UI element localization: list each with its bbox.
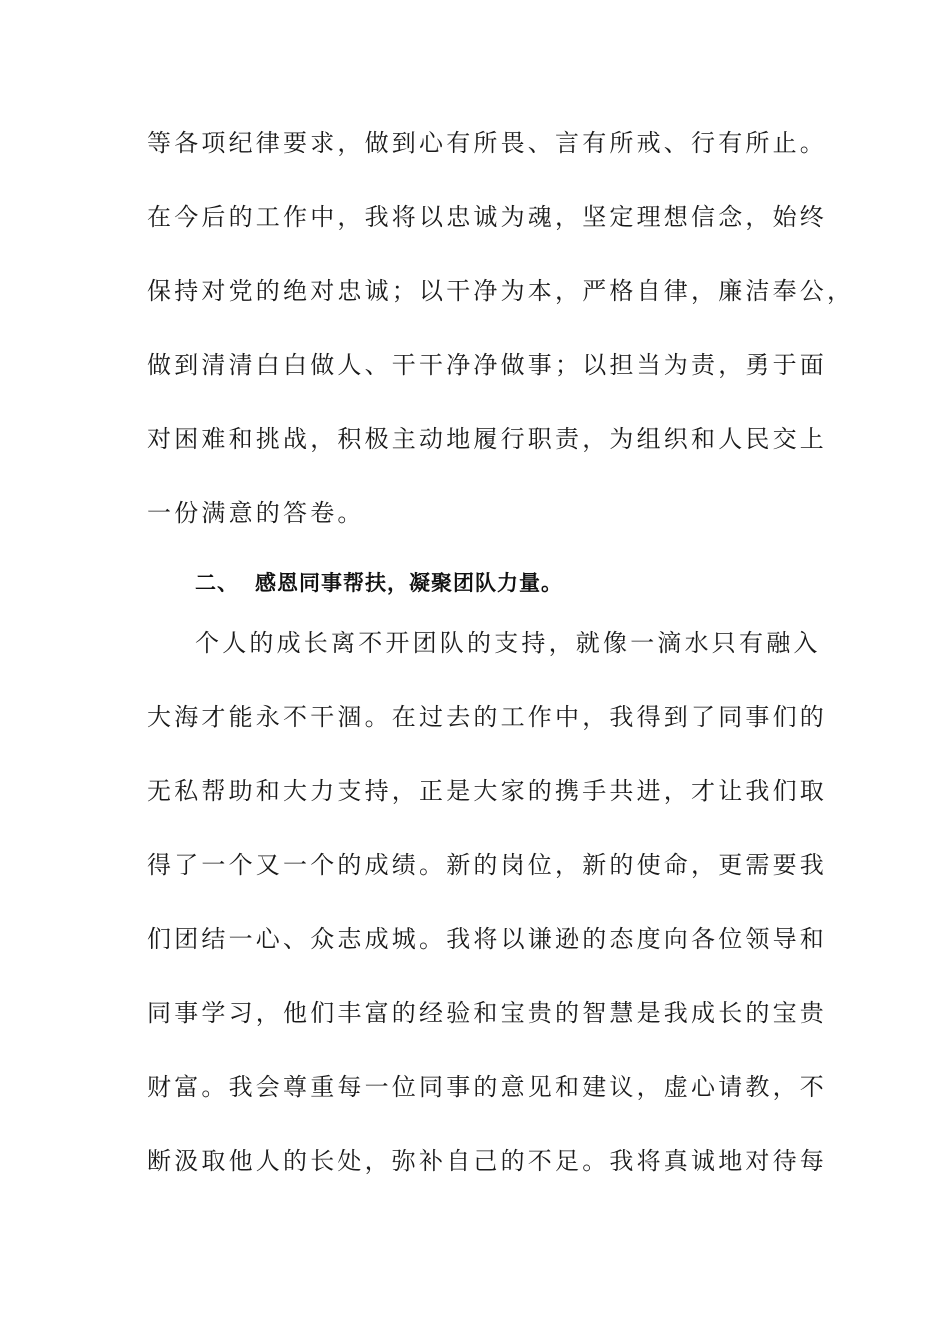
paragraph-line: 们团结一心、众志成城。我将以谦逊的态度向各位领导和 bbox=[147, 925, 827, 953]
paragraph-line: 等各项纪律要求，做到心有所畏、言有所戒、行有所止。 bbox=[147, 129, 827, 157]
paragraph-line: 无私帮助和大力支持，正是大家的携手共进，才让我们取 bbox=[147, 777, 827, 805]
paragraph-line: 财富。我会尊重每一位同事的意见和建议，虚心请教，不 bbox=[147, 1073, 827, 1101]
paragraph-line: 大海才能永不干涸。在过去的工作中，我得到了同事们的 bbox=[147, 703, 827, 731]
paragraph-line: 做到清清白白做人、干干净净做事；以担当为责，勇于面 bbox=[147, 351, 827, 379]
paragraph-line: 同事学习，他们丰富的经验和宝贵的智慧是我成长的宝贵 bbox=[147, 999, 827, 1027]
paragraph-line: 一份满意的答卷。 bbox=[147, 499, 365, 527]
paragraph-line: 得了一个又一个的成绩。新的岗位，新的使命，更需要我 bbox=[147, 851, 827, 879]
paragraph-line: 对困难和挑战，积极主动地履行职责，为组织和人民交上 bbox=[147, 425, 827, 453]
section-heading bbox=[195, 563, 563, 603]
section-number: 二、 bbox=[195, 571, 239, 595]
section-title: 感恩同事帮扶，凝聚团队力量。 bbox=[255, 571, 563, 595]
paragraph-line: 保持对党的绝对忠诚；以干净为本，严格自律，廉洁奉公， bbox=[147, 277, 855, 305]
paragraph-line: 断汲取他人的长处，弥补自己的不足。我将真诚地对待每 bbox=[147, 1147, 827, 1175]
paragraph-line: 在今后的工作中，我将以忠诚为魂，坚定理想信念，始终 bbox=[147, 203, 827, 231]
paragraph-line: 个人的成长离不开团队的支持，就像一滴水只有融入 bbox=[195, 629, 821, 657]
